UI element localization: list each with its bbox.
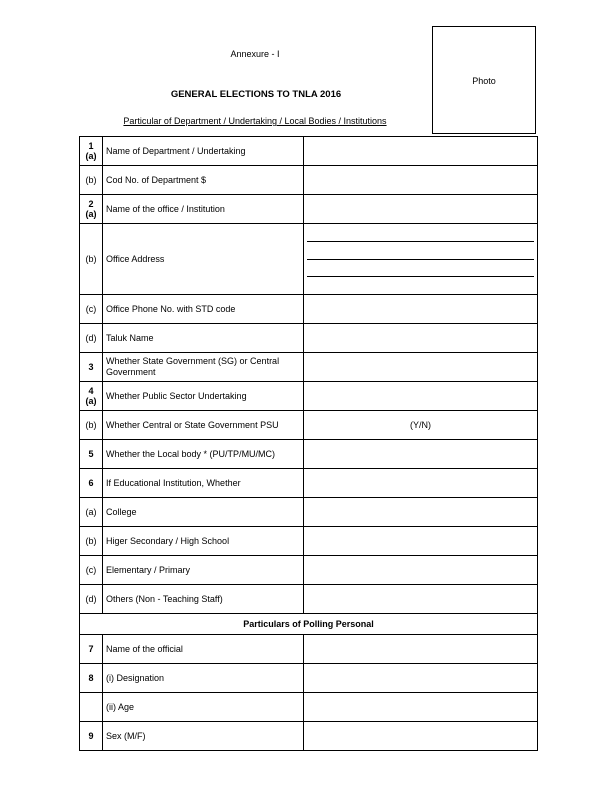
- row-1a: [80, 137, 538, 166]
- row-number: 1 (a): [80, 137, 103, 166]
- high-school-field[interactable]: [304, 527, 538, 556]
- official-name-field[interactable]: [304, 635, 538, 664]
- row-3: [80, 353, 538, 382]
- taluk-name-field[interactable]: [304, 324, 538, 353]
- row-label: Name of the official: [103, 635, 304, 664]
- address-line-4[interactable]: [307, 277, 534, 294]
- row-label: Cod No. of Department $: [103, 166, 304, 195]
- row-label: Elementary / Primary: [103, 556, 304, 585]
- row-label: Name of Department / Undertaking: [103, 137, 304, 166]
- row-number: (c): [80, 556, 103, 585]
- row-2d: [80, 324, 538, 353]
- row-number: 7: [80, 635, 103, 664]
- row-number: (a): [80, 498, 103, 527]
- row-number: 5: [80, 440, 103, 469]
- row-label: Higer Secondary / High School: [103, 527, 304, 556]
- row-6a: [80, 498, 538, 527]
- row-number: (b): [80, 166, 103, 195]
- psu-type-field[interactable]: (Y/N): [304, 411, 538, 440]
- row-label: Office Address: [103, 224, 304, 295]
- government-type-field[interactable]: [304, 353, 538, 382]
- address-line-1[interactable]: [307, 224, 534, 242]
- local-body-field[interactable]: [304, 440, 538, 469]
- row-1b: [80, 166, 538, 195]
- office-name-field[interactable]: [304, 195, 538, 224]
- particulars-form-table: [79, 136, 538, 751]
- row-2b: [80, 224, 538, 295]
- photo-box[interactable]: [432, 26, 536, 134]
- row-6b: [80, 527, 538, 556]
- section-header-row: [80, 614, 538, 635]
- row-number: [80, 693, 103, 722]
- department-code-field[interactable]: [304, 166, 538, 195]
- form-title: GENERAL ELECTIONS TO TNLA 2016: [170, 89, 342, 100]
- row-label: Whether the Local body * (PU/TP/MU/MC): [103, 440, 304, 469]
- row-number: 9: [80, 722, 103, 751]
- office-address-field[interactable]: [304, 224, 538, 295]
- row-number: (d): [80, 585, 103, 614]
- address-line-2[interactable]: [307, 242, 534, 260]
- row-label: Others (Non - Teaching Staff): [103, 585, 304, 614]
- row-label: College: [103, 498, 304, 527]
- row-number: 8: [80, 664, 103, 693]
- row-label: Office Phone No. with STD code: [103, 295, 304, 324]
- row-label: Whether State Government (SG) or Central Government: [103, 353, 304, 382]
- sex-field[interactable]: [304, 722, 538, 751]
- row-2a: [80, 195, 538, 224]
- row-number: 6: [80, 469, 103, 498]
- row-6d: [80, 585, 538, 614]
- row-number: 2 (a): [80, 195, 103, 224]
- row-number: (c): [80, 295, 103, 324]
- address-line-3[interactable]: [307, 260, 534, 278]
- college-field[interactable]: [304, 498, 538, 527]
- psu-field[interactable]: [304, 382, 538, 411]
- row-number: (b): [80, 527, 103, 556]
- others-field[interactable]: [304, 585, 538, 614]
- row-9: [80, 722, 538, 751]
- row-label: If Educational Institution, Whether: [103, 469, 304, 498]
- row-label: Whether Central or State Government PSU: [103, 411, 304, 440]
- row-4a: [80, 382, 538, 411]
- elementary-field[interactable]: [304, 556, 538, 585]
- row-2c: [80, 295, 538, 324]
- photo-label: Photo: [472, 76, 496, 86]
- row-number: 4 (a): [80, 382, 103, 411]
- row-label: (ii) Age: [103, 693, 304, 722]
- row-6c: [80, 556, 538, 585]
- row-7: [80, 635, 538, 664]
- age-field[interactable]: [304, 693, 538, 722]
- row-label: Taluk Name: [103, 324, 304, 353]
- educational-institution-field[interactable]: [304, 469, 538, 498]
- section-heading: Particulars of Polling Personal: [80, 614, 538, 635]
- row-label: Name of the office / Institution: [103, 195, 304, 224]
- office-phone-field[interactable]: [304, 295, 538, 324]
- row-label: Sex (M/F): [103, 722, 304, 751]
- row-number: 3: [80, 353, 103, 382]
- row-6: [80, 469, 538, 498]
- row-label: (i) Designation: [103, 664, 304, 693]
- row-number: (b): [80, 224, 103, 295]
- form-subtitle: Particular of Department / Undertaking / Local Bodies / Institutions: [123, 116, 387, 126]
- row-4b: [80, 411, 538, 440]
- row-8: [80, 664, 538, 693]
- department-name-field[interactable]: [304, 137, 538, 166]
- row-5: [80, 440, 538, 469]
- row-8ii: [80, 693, 538, 722]
- designation-field[interactable]: [304, 664, 538, 693]
- row-number: (b): [80, 411, 103, 440]
- row-label: Whether Public Sector Undertaking: [103, 382, 304, 411]
- row-number: (d): [80, 324, 103, 353]
- annexure-label: Annexure - I: [230, 49, 280, 59]
